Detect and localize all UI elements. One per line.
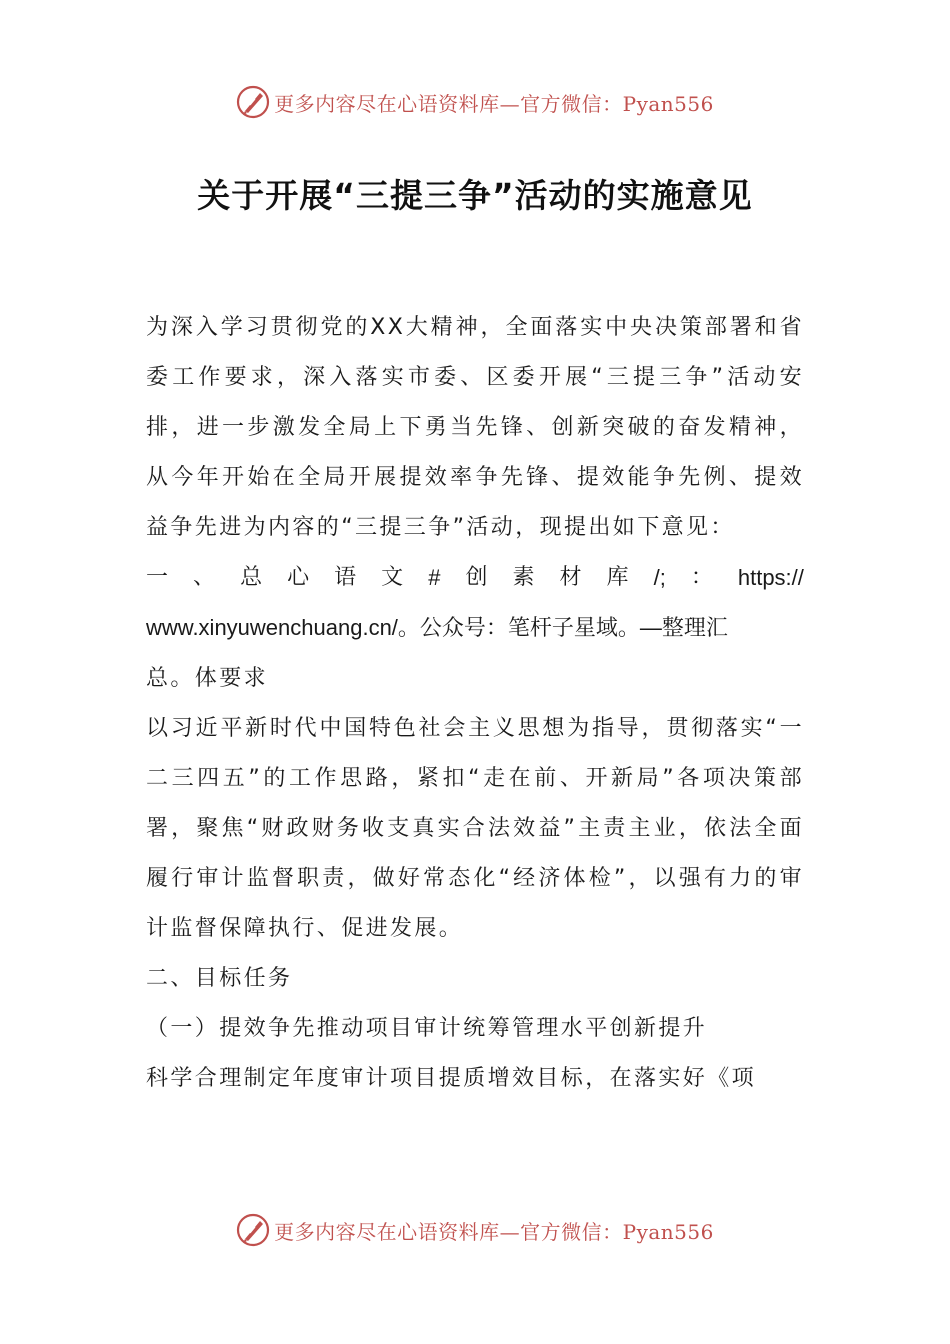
quill-logo-icon — [236, 85, 270, 119]
section1-token-row — [146, 553, 804, 603]
section1-token: https:// — [737, 565, 804, 590]
section1-url-line — [146, 603, 804, 654]
document-body — [146, 303, 804, 1104]
watermark-wechat-id: Pyan556 — [622, 91, 714, 116]
watermark-text: 更多内容尽在心语资料库—官方微信：Pyan556 — [274, 91, 714, 116]
quill-logo-icon — [236, 1213, 270, 1247]
section1-token: 库 — [606, 565, 629, 590]
section1-token: 素 — [512, 565, 535, 590]
section1-url-text: www.xinyuwenchuang.cn/。公众号：笔杆子星域。—整理汇 — [146, 615, 728, 640]
subsection1-body: 科学合理制定年度审计项目提质增效目标，在落实好《项 — [146, 1066, 757, 1091]
section1-token: 总 — [240, 565, 263, 590]
section1-heading-end: 总。体要求 — [146, 666, 269, 691]
document-title: 关于开展“三提三争”活动的实施意见 — [197, 176, 753, 215]
section1-token: 语 — [334, 565, 357, 590]
watermark-text: 更多内容尽在心语资料库—官方微信：Pyan556 — [274, 1219, 714, 1244]
section1-token: 文 — [381, 565, 404, 590]
section2-heading: 二、目标任务 — [146, 966, 293, 991]
watermark-wechat-id: Pyan556 — [622, 1219, 714, 1244]
section1-token: 、 — [193, 565, 216, 590]
intro-paragraph: 为深入学习贯彻党的XX大精神，全面落实中央决策部署和省委工作要求，深入落实市委、区委开展“三提三争”活动安排，进一步激发全局上下勇当先锋、创新突破的奋发精神，从今年开始在全局开展提效率争先锋、提效能争先例、提效益争先进为内容的“三提三争”活动，现提出如下意见： — [146, 315, 804, 540]
section1-token: 创 — [465, 565, 488, 590]
subsection1-heading: （一）提效争先推动项目审计统筹管理水平创新提升 — [146, 1016, 708, 1041]
section1-token: 材 — [559, 565, 582, 590]
section1-token: # — [428, 565, 441, 590]
section1-token: ： — [690, 565, 713, 590]
guiding-paragraph: 以习近平新时代中国特色社会主义思想为指导，贯彻落实“一二三四五”的工作思路，紧扣“走在前、开新局”各项决策部署，聚焦“财政财务收支真实合法效益”主责主业，依法全面履行审计监督职责，做好常态化“经济体检”，以强有力的审计监督保障执行、促进发展。 — [146, 716, 804, 941]
watermark-banner-top — [0, 82, 950, 122]
section1-heading-line — [146, 553, 804, 603]
watermark-banner-bottom — [0, 1210, 950, 1250]
section1-token: /; — [653, 565, 666, 590]
section1-token: 一 — [146, 565, 169, 590]
section1-token: 心 — [287, 565, 310, 590]
